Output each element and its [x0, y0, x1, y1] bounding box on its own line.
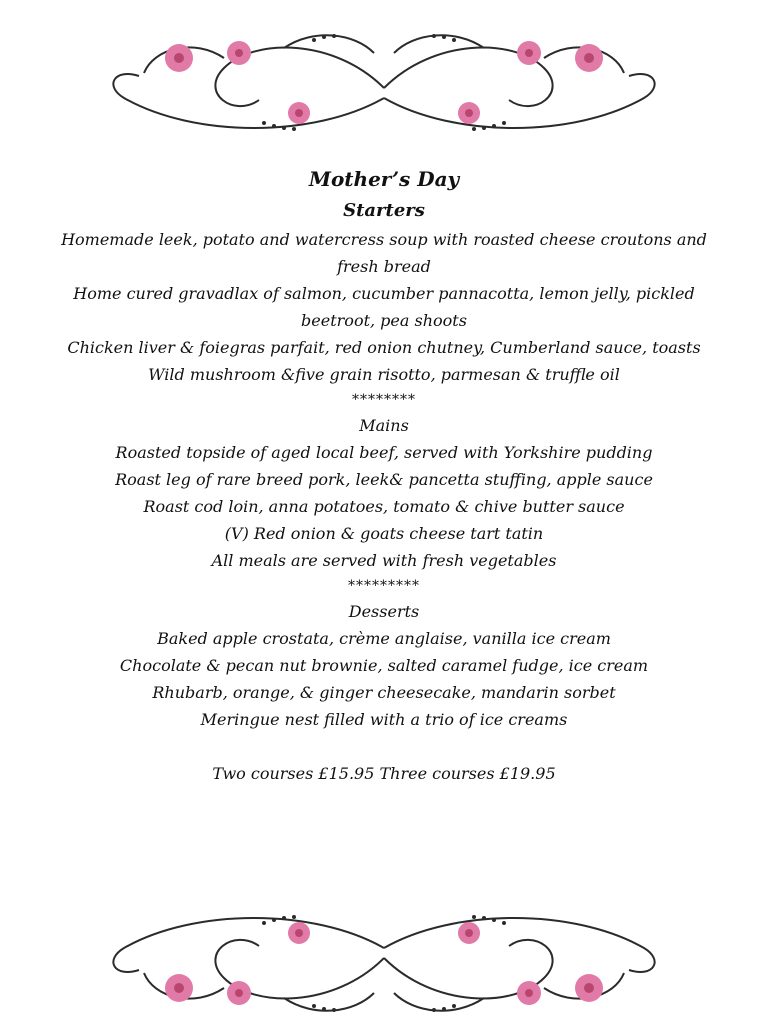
main-item: Roast cod loin, anna potatoes, tomato & chive butter sauce: [143, 497, 625, 516]
menu-title: Mother’s Day: [308, 167, 460, 191]
menu: [40, 162, 728, 787]
dessert-item: Baked apple crostata, crème anglaise, vanilla ice cream: [157, 629, 611, 648]
main-item: Roast leg of rare breed pork, leek& pancetta stuffing, apple sauce: [115, 470, 653, 489]
price-line: Two courses £15.95 Three courses £19.95: [212, 764, 556, 783]
mains-heading: Mains: [359, 416, 409, 435]
floral-ornament-bottom: [84, 898, 684, 1018]
dessert-item: Rhubarb, orange, & ginger cheesecake, mandarin sorbet: [152, 683, 616, 702]
starters-heading: Starters: [343, 200, 425, 221]
starter-item: Homemade leek, potato and watercress soup with roasted cheese croutons and fresh bread: [61, 230, 707, 276]
starter-item: Home cured gravadlax of salmon, cucumber pannacotta, lemon jelly, pickled beetroot, pea shoots: [73, 284, 695, 330]
dessert-item: Chocolate & pecan nut brownie, salted caramel fudge, ice cream: [119, 656, 649, 675]
main-item: Roasted topside of aged local beef, served with Yorkshire pudding: [115, 443, 653, 462]
starter-item: Chicken liver & foiegras parfait, red onion chutney, Cumberland sauce, toasts: [67, 338, 701, 357]
main-item: (V) Red onion & goats cheese tart tatin: [224, 524, 544, 543]
section-separator: ********: [352, 392, 416, 408]
section-separator: *********: [348, 578, 420, 594]
floral-ornament-top: [84, 28, 684, 148]
starter-item: Wild mushroom &five grain risotto, parmesan & truffle oil: [148, 365, 620, 384]
desserts-heading: Desserts: [348, 602, 420, 621]
main-item: All meals are served with fresh vegetables: [211, 551, 557, 570]
dessert-item: Meringue nest filled with a trio of ice creams: [200, 710, 568, 729]
